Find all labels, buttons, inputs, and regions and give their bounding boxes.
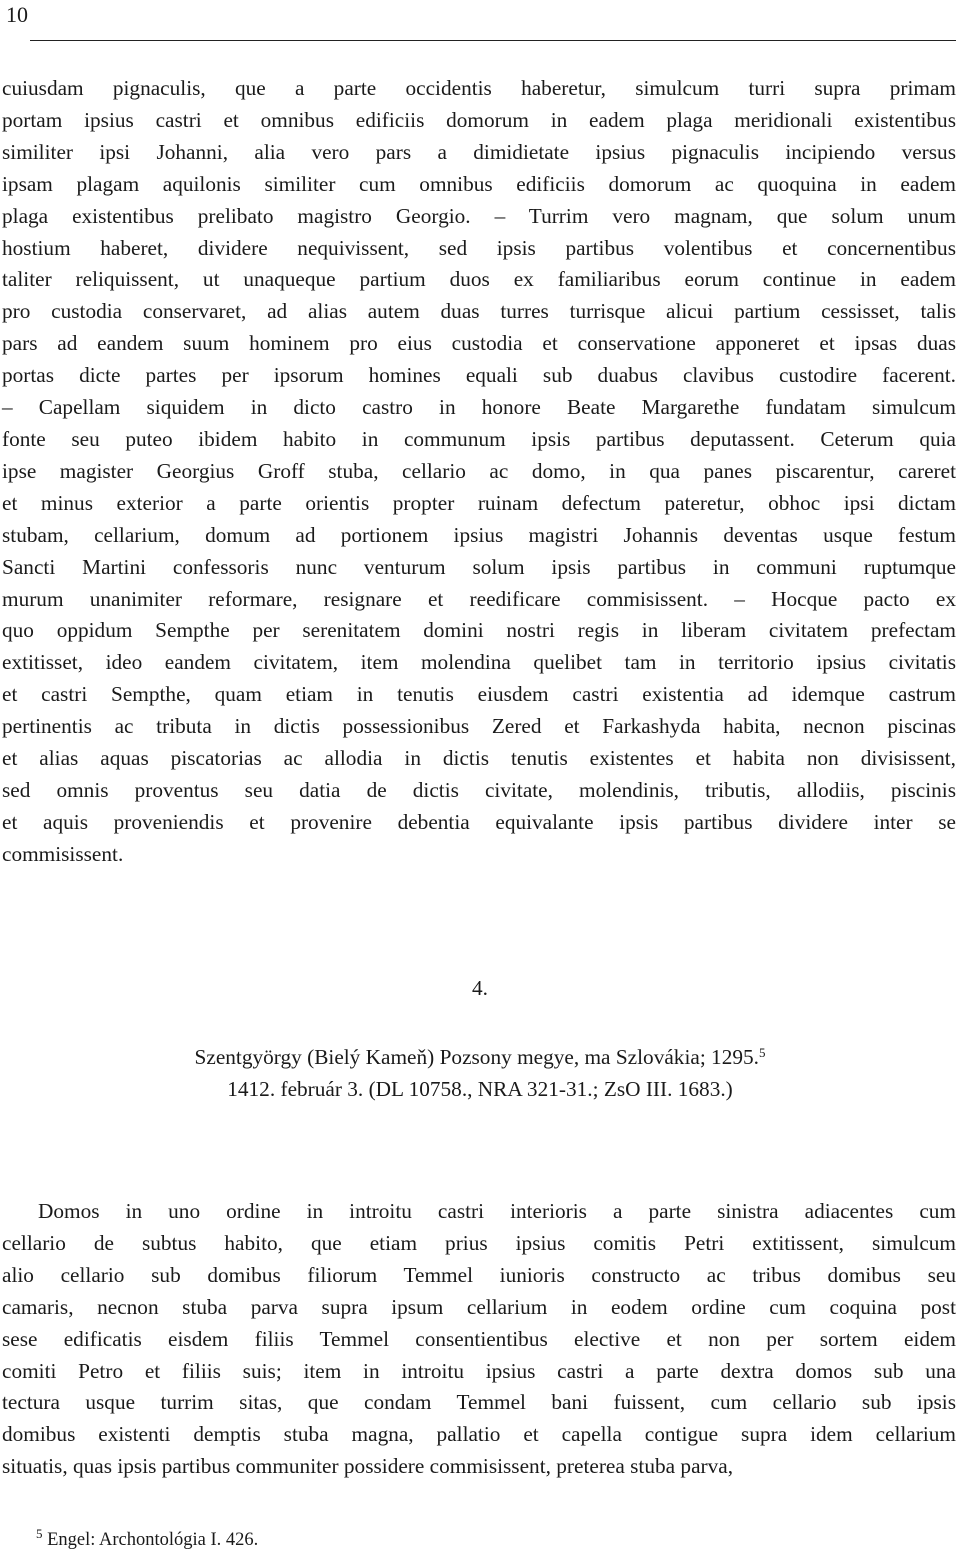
text-line: hostium haberet, dividere nequivissent, sed ipsis partibus volentibus et concernentibus — [2, 235, 956, 260]
body-text-continued — [2, 73, 956, 871]
text-line: pars ad eandem suum hominem pro eius custodia et conservatione apponeret et ipsas duas — [2, 331, 956, 356]
text-line: Domos in uno ordine in introitu castri interioris a parte sinistra adiacentes cum — [38, 1199, 956, 1223]
document-place-line — [0, 1037, 960, 1073]
text-line: et minus exterior a parte orientis propter ruinam defectum pateretur, obhoc ipsi dictam — [2, 490, 956, 515]
text-line: camaris, necnon stuba parva supra ipsum cellarium in eodem ordine cum coquina post — [2, 1294, 956, 1319]
document-heading — [0, 1037, 960, 1105]
text-line: comiti Petro et filiis suis; item in introitu ipsius castri a parte dextra domos sub una — [2, 1358, 956, 1383]
body-text-document — [2, 1196, 956, 1483]
text-line: quo oppidum Sempthe per serenitatem domini nostri regis in liberam civitatem prefectam — [2, 618, 956, 643]
header-rule — [30, 40, 956, 41]
text-line: stubam, cellarium, domum ad portionem ipsius magistri Johannis deventas usque festum — [2, 522, 956, 547]
document-place: Szentgyörgy (Bielý Kameň) Pozsony megye, ma Szlovákia; 1295. — [194, 1045, 759, 1069]
text-line: tectura usque turrim sitas, que condam Temmel bani fuissent, cum cellario sub ipsis — [2, 1390, 956, 1415]
text-line: ipsam plagam aquilonis similiter cum omnibus edificiis domorum ac quoquina in eadem — [2, 171, 956, 196]
page-number: 10 — [6, 2, 28, 27]
text-line: similiter ipsi Johanni, alia vero pars a dimidietate ipsius pignaculis incipiendo versus — [2, 139, 956, 164]
text-line: cuiusdam pignaculis, que a parte occidentis haberetur, simulcum turri supra primam — [2, 76, 956, 100]
footnote-reference: 5 — [758, 1045, 766, 1060]
text-line: et alias aquas piscatorias ac allodia in dictis tenutis existentes et habita non divisissent, — [2, 746, 956, 771]
text-line: taliter reliquissent, ut unaqueque partium duos ex familiaribus eorum continue in eadem — [2, 267, 956, 292]
text-line: et aquis proveniendis et provenire debentia equivalante ipsis partibus dividere inter se — [2, 809, 956, 834]
text-line: sed omnis proventus seu datia de dictis civitate, molendinis, tributis, allodiis, piscinis — [2, 777, 956, 802]
footnote — [36, 1522, 258, 1552]
text-line: situatis, quas ipsis partibus communiter possidere commisissent, preterea stuba parva, — [2, 1454, 734, 1479]
text-line: fonte seu puteo ibidem habito in communum ipsis partibus deputassent. Ceterum quia — [2, 426, 956, 451]
text-line: murum unanimiter reformare, resignare et reedificare commisissent. – Hocque pacto ex — [2, 586, 956, 611]
text-line: – Capellam siquidem in dicto castro in honore Beate Margarethe fundatam simulcum — [2, 395, 956, 420]
text-line: cellario de subtus habito, que etiam prius ipsius comitis Petri extitissent, simulcum — [2, 1230, 956, 1255]
text-line: sese edificatis eisdem filiis Temmel consentientibus elective et non per sortem eidem — [2, 1326, 956, 1351]
footnote-text: Engel: Archontológia I. 426. — [47, 1530, 259, 1550]
text-line: ipse magister Georgius Groff stuba, cellario ac domo, in qua panes piscarentur, careret — [2, 458, 956, 483]
footnote-mark: 5 — [36, 1526, 43, 1541]
text-line: alio cellario sub domibus filiorum Temmel iunioris constructo ac tribus domibus seu — [2, 1262, 956, 1287]
text-line: domibus existenti demptis stuba magna, pallatio et capella contigue supra idem cellarium — [2, 1422, 956, 1447]
text-line: pertinentis ac tributa in dictis possessionibus Zered et Farkashyda habita, necnon piscinas — [2, 714, 956, 739]
text-line: et castri Sempthe, quam etiam in tenutis eiusdem castri existentia ad idemque castrum — [2, 682, 956, 707]
text-line: portam ipsius castri et omnibus edificiis domorum in eadem plaga meridionali existentibus — [2, 107, 956, 132]
text-line: commisissent. — [2, 841, 124, 866]
text-line: Sancti Martini confessoris nunc venturum solum ipsis partibus in communi ruptumque — [2, 554, 956, 579]
document-date-line: 1412. február 3. (DL 10758., NRA 321-31.; ZsO III. 1683.) — [227, 1077, 733, 1101]
text-line: extitisset, ideo eandem civitatem, item molendina quelibet tam in territorio ipsius civitatis — [2, 650, 956, 675]
text-line: portas dicte partes per ipsorum homines equali sub duabus clavibus custodire facerent. — [2, 363, 956, 388]
text-line: pro custodia conservaret, ad alias autem duas turres turrisque alicui partium cessisset, talis — [2, 299, 956, 324]
text-line: plaga existentibus prelibato magistro Georgio. – Turrim vero magnam, que solum unum — [2, 203, 956, 228]
document-number: 4. — [472, 976, 488, 1000]
